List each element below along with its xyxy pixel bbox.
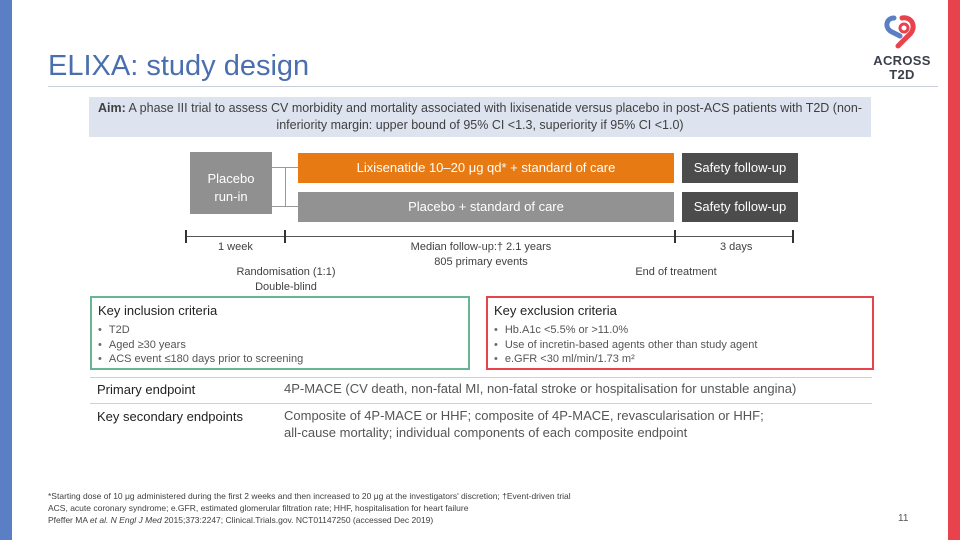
inclusion-criteria-box <box>90 296 470 370</box>
endpoint-divider-top <box>90 377 872 378</box>
safety-followup-placebo: Safety follow-up <box>682 192 798 222</box>
secondary-endpoints-line1: Composite of 4P-MACE or HHF; composite of 4P-MACE, revascularisation or HHF; <box>284 408 764 423</box>
exclusion-criteria-box <box>486 296 874 370</box>
aim-text: A phase III trial to assess CV morbidity and mortality associated with lixisenatide versus placebo in post-ACS patients with T2D (non-inferiority margin: upper bound of 95% CI <1.3, superiority if 95% CI <1.0) <box>125 101 862 132</box>
list-item: • e.GFR <30 ml/min/1.73 m² <box>494 352 757 367</box>
inclusion-list <box>98 323 303 367</box>
followup-line2: 805 primary events <box>434 256 528 268</box>
list-item: • Hb.A1c <5.5% or >11.0% <box>494 323 757 338</box>
title-divider <box>48 86 938 87</box>
page-number: 11 <box>898 513 909 524</box>
safety-followup-lixisenatide: Safety follow-up <box>682 153 798 183</box>
randomisation-line2: Double-blind <box>255 281 317 293</box>
placebo-arm: Placebo + standard of care <box>298 192 674 222</box>
timeline-tick-end-treatment <box>674 230 676 243</box>
end-of-treatment-label: End of treatment <box>635 266 717 278</box>
randomisation-line1: Randomisation (1:1) <box>236 266 336 278</box>
list-item: • Use of incretin-based agents other than study agent <box>494 338 757 353</box>
right-accent-bar <box>948 0 960 540</box>
timeline-tick-randomisation <box>284 230 286 243</box>
left-accent-bar <box>0 0 12 540</box>
logo-text-line2: T2D <box>889 67 915 82</box>
lixisenatide-arm: Lixisenatide 10–20 μg qd* + standard of care <box>298 153 674 183</box>
followup-label <box>400 240 562 270</box>
safety-duration-label: 3 days <box>720 241 753 253</box>
aim-label: Aim: <box>97 101 126 115</box>
secondary-endpoints-label: Key secondary endpoints <box>97 409 243 424</box>
reference-author: Pfeffer MA <box>48 515 90 525</box>
secondary-endpoints-line2: all‑cause mortality; individual components of each composite endpoint <box>284 425 688 440</box>
slide-title: ELIXA: study design <box>48 50 310 82</box>
list-item: • ACS event ≤180 days prior to screening <box>98 352 303 367</box>
randomisation-bracket-vertical <box>285 167 286 207</box>
exclusion-list <box>494 323 757 367</box>
footnote-line2: ACS, acute coronary syndrome; e.GFR, estimated glomerular filtration rate; HHF, hospitalisation for heart failure <box>48 503 469 513</box>
reference-detail: 2015;373:2247; Clinical.Trials.gov. NCT01147250 (accessed Dec 2019) <box>161 515 434 525</box>
primary-endpoint-label: Primary endpoint <box>97 382 196 397</box>
followup-line1: Median follow-up:† 2.1 years <box>410 241 552 253</box>
logo-mark-icon <box>880 14 924 54</box>
study-timeline <box>186 236 794 237</box>
endpoint-divider-middle <box>90 403 872 404</box>
randomisation-label <box>226 265 346 295</box>
footnote-reference <box>48 514 688 526</box>
timeline-tick-end <box>792 230 794 243</box>
secondary-endpoints-text <box>284 407 874 441</box>
runin-duration-label: 1 week <box>218 241 253 253</box>
primary-endpoint-text: 4P-MACE (CV death, non-fatal MI, non-fatal stroke or hospitalisation for unstable angina) <box>284 381 797 396</box>
footnote-line1: *Starting dose of 10 μg administered during the first 2 weeks and then increased to 20 μg at the investigators' discretion; †Event-driven trial <box>48 491 571 501</box>
reference-journal: et al. N Engl J Med <box>89 515 162 525</box>
aim-box <box>89 97 871 137</box>
placebo-runin-box: Placebo run‑in <box>190 152 272 214</box>
timeline-tick-start <box>185 230 187 243</box>
footnote <box>48 490 688 526</box>
logo-text-line1: ACROSS <box>873 53 931 68</box>
list-item: • T2D <box>98 323 303 338</box>
exclusion-heading: Key exclusion criteria <box>494 303 617 318</box>
list-item: • Aged ≥30 years <box>98 338 303 353</box>
across-t2d-logo <box>862 14 942 86</box>
inclusion-heading: Key inclusion criteria <box>98 303 218 318</box>
